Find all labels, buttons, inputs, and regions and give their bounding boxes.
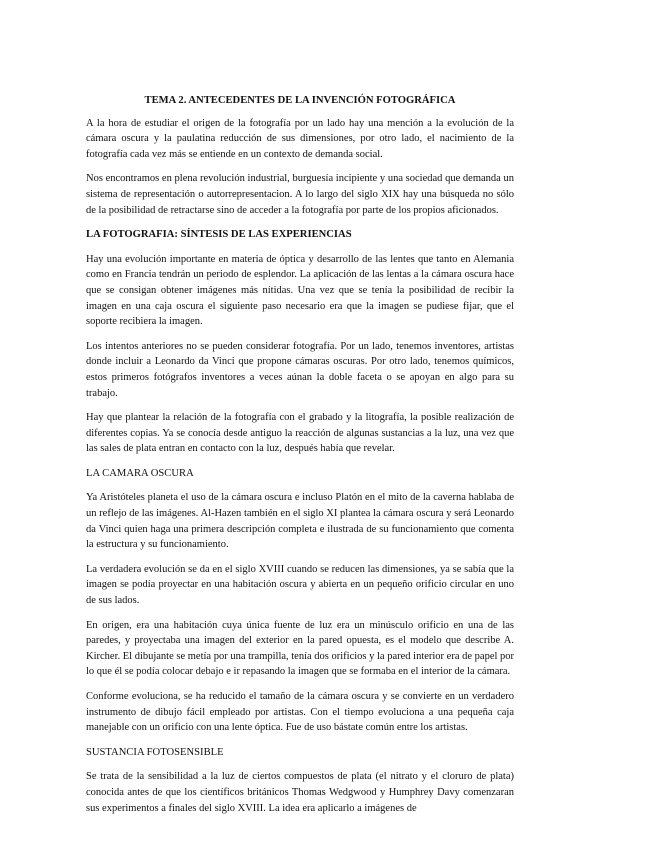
section-heading-camara-oscura: LA CAMARA OSCURA <box>86 467 194 479</box>
document-page <box>86 93 514 825</box>
body-paragraph: Ya Aristóteles planeta el uso de la cámara oscura e incluso Platón en el mito de la caverna hablaba de un reflejo de las imágenes. Al-Hazen también en el siglo XI plantea la cámara oscura y será Leonardo da Vinci quien haga una primera descripción completa e ilustrada de su funcionamiento que comenta la estructura y su funcionamiento. <box>86 492 514 551</box>
section-heading-sustancia: SUSTANCIA FOTOSENSIBLE <box>86 746 224 758</box>
body-paragraph: En origen, era una habitación cuya única fuente de luz era un minúsculo orificio en una de las paredes, y proyectaba una imagen del exterior en la pared opuesta, es el modelo que describe A. Kircher. El dibujante se metía por una trampilla, tenía dos orificios y la pared interior era de papel por lo que él se podía colocar debajo e ir repasando la imagen que se formaba en el interior de la cámara. <box>86 619 515 678</box>
intro-paragraph: Nos encontramos en plena revolución industrial, burguesía incipiente y una sociedad que demanda un sistema de representación o autorrepresentacion. A lo largo del siglo XIX hay una búsqueda no sólo de la posibilidad de retractarse sino de acceder a la fotografía por parte de los propios aficionados. <box>86 173 514 216</box>
body-paragraph: La verdadera evolución se da en el siglo XVIII cuando se reducen las dimensiones, ya se sabía que la imagen se podía proyectar en una habitación oscura y abierta en un pequeño orificio circular en uno de sus lados. <box>86 563 514 607</box>
body-paragraph: Los intentos anteriores no se pueden considerar fotografía. Por un lado, tenemos inventores, artistas donde incluir a Leonardo da Vinci que propone cámaras oscuras. Por otro lado, tenemos químicos, estos primeros fotógrafos inventores a veces aúnan la doble faceta o se apoyan en algo para su trabajo. <box>86 340 514 399</box>
body-paragraph: Se trata de la sensibilidad a la luz de ciertos compuestos de plata (el nitrato y el cloruro de plata) conocida antes de que los científicos británicos Thomas Wedgwood y Humphrey Davy comenzaran sus experimentos a finales del siglo XVIII. La idea era aplicarlo a imágenes de <box>86 771 514 814</box>
intro-paragraph: A la hora de estudiar el origen de la fotografía por un lado hay una mención a la evolución de la cámara oscura y la paulatina reducción de sus dimensiones, por otro lado, el nacimiento de la fotografía cada vez más se entiende en un contexto de demanda social. <box>86 117 514 160</box>
section-heading-fotografia: LA FOTOGRAFIA: SÍNTESIS DE LAS EXPERIENCIAS <box>86 229 352 241</box>
document-title: TEMA 2. ANTECEDENTES DE LA INVENCIÓN FOTOGRÁFICA <box>144 95 456 106</box>
body-paragraph: Hay una evolución importante en materia de óptica y desarrollo de las lentes que tanto en Alemania como en Francia tendrán un periodo de esplendor. La aplicación de las lentas a la cámara oscura hace que se consigan obtener imágenes más nítidas. Una vez que se tenía la posibilidad de recibir la imagen en una caja oscura el siguiente paso necesario era que la imagen se pudiese fijar, que el soporte recibiera la imagen. <box>86 253 514 328</box>
body-paragraph: Conforme evoluciona, se ha reducido el tamaño de la cámara oscura y se convierte en un verdadero instrumento de dibujo fácil empleado por artistas. Con el tiempo evoluciona a una pequeña caja manejable con un orificio con una lente óptica. Fue de uso bástate común entre los artistas. <box>86 691 514 734</box>
body-paragraph: Hay que plantear la relación de la fotografía con el grabado y la litografía, la posible realización de diferentes copias. Ya se conocía desde antiguo la reacción de algunas sustancias a la luz, una vez que las sales de plata entran en contacto con la luz, después había que revelar. <box>86 412 514 455</box>
